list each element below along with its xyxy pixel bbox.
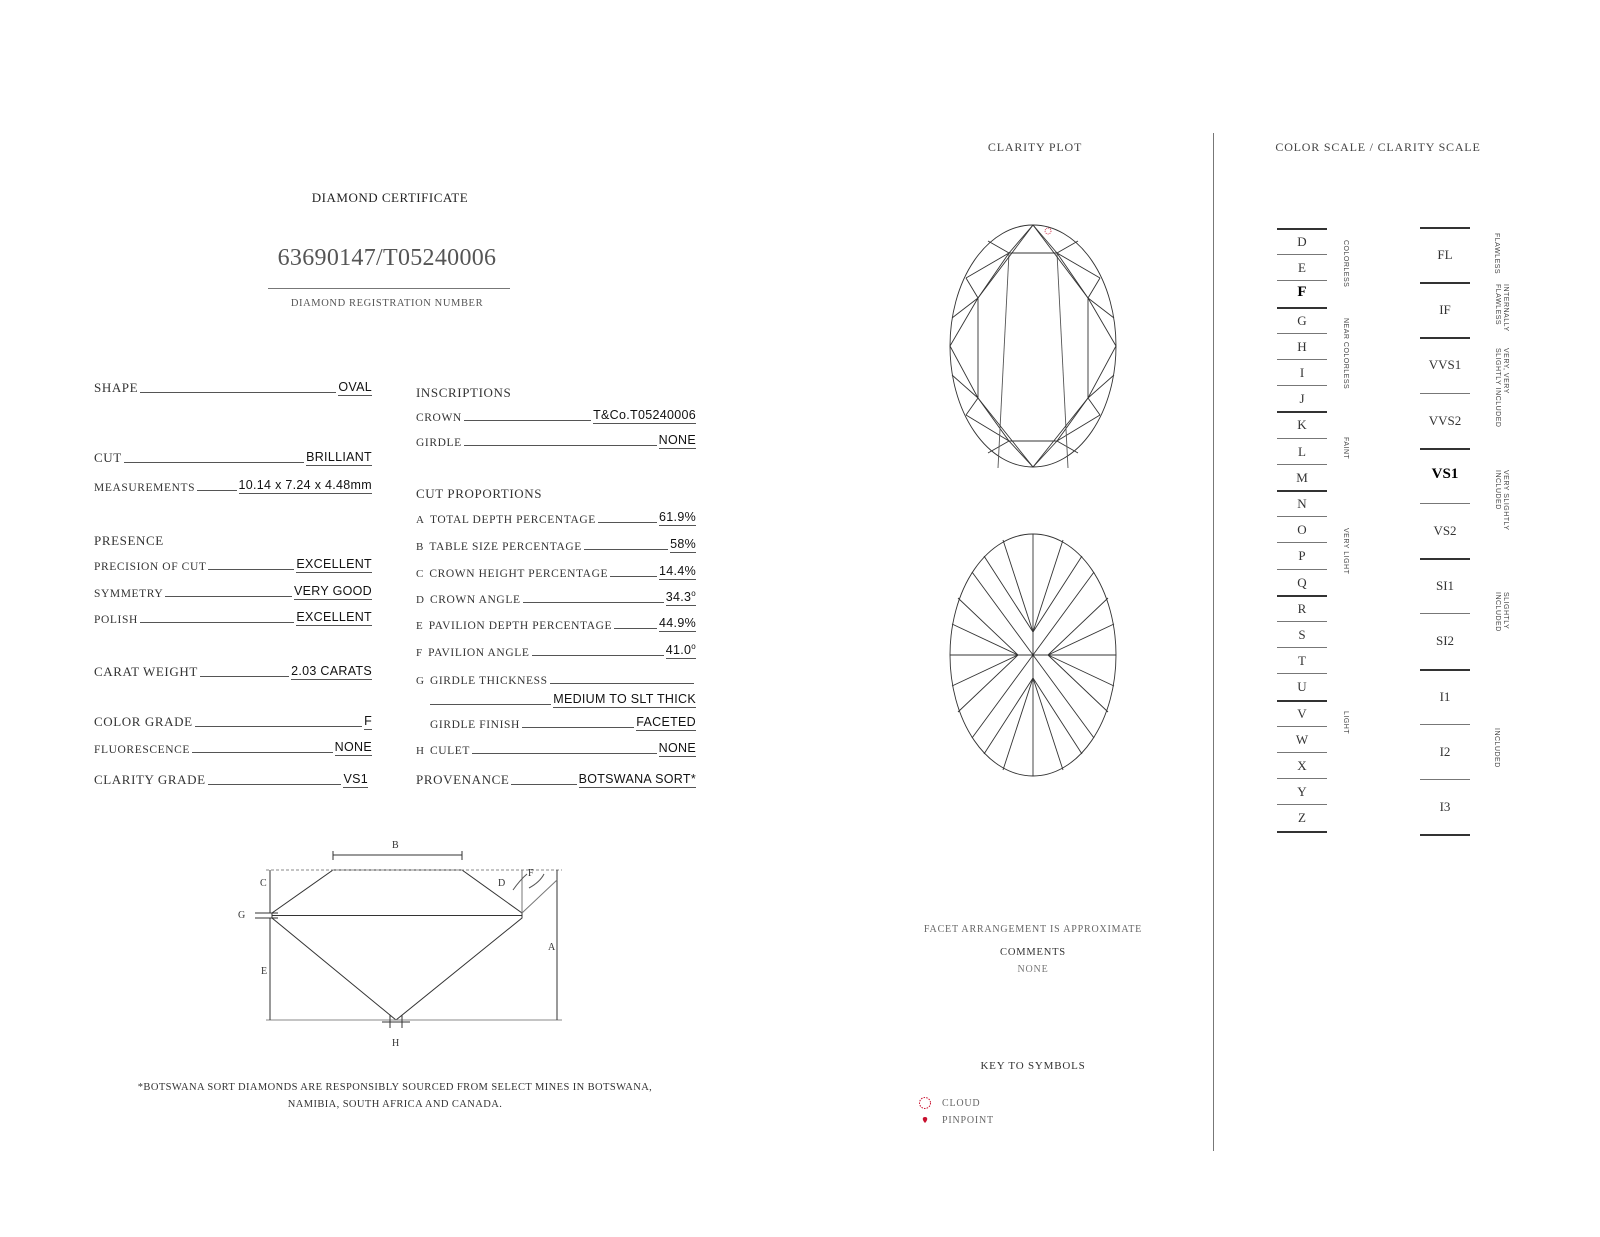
- crown-inscription-value: T&Co.T05240006: [593, 408, 696, 422]
- color-group-near-colorless: NEAR COLORLESS: [1342, 318, 1349, 390]
- girdle-inscription-field: [416, 431, 696, 449]
- clarity-scale-rule: [1420, 282, 1470, 284]
- color-label: COLOR GRADE: [94, 714, 193, 729]
- cut-label: CUT: [94, 450, 122, 465]
- registration-number: 63690147/T05240006: [277, 245, 497, 271]
- table-size-letter: B: [416, 541, 424, 553]
- polish-label: POLISH: [94, 614, 138, 626]
- cut-value: BRILLIANT: [306, 450, 372, 464]
- shape-field: [94, 378, 372, 396]
- color-grade-d: D: [1297, 234, 1307, 249]
- color-scale-rule: [1277, 333, 1327, 334]
- pavilion-depth-field: [416, 614, 696, 632]
- provenance-field: [416, 770, 696, 788]
- pavilion-depth-value: 44.9%: [659, 616, 696, 630]
- clarity-scale-rule: [1420, 227, 1470, 229]
- fluorescence-label: FLUORESCENCE: [94, 744, 191, 756]
- color-scale-rule: [1277, 778, 1327, 779]
- color-scale-rule: [1277, 542, 1327, 543]
- pavilion-angle-letter: F: [416, 647, 423, 659]
- degree-symbol: o: [691, 588, 696, 598]
- total-depth-field: [416, 508, 696, 526]
- clarity-grade-vs1: VS1: [1431, 465, 1459, 482]
- clarity-scale-rule: [1420, 558, 1470, 560]
- color-scale-rule: [1277, 726, 1327, 727]
- color-group-light: LIGHT: [1342, 711, 1349, 735]
- color-group-very-light: VERY LIGHT: [1342, 528, 1349, 575]
- color-scale-rule: [1277, 359, 1327, 360]
- clarity-scale-rule: [1420, 724, 1470, 725]
- diamond-profile: [272, 870, 522, 1020]
- key-to-symbols-title: KEY TO SYMBOLS: [980, 1060, 1086, 1072]
- crown-inscription-field: [416, 406, 696, 424]
- cut-proportions-heading: CUT PROPORTIONS: [416, 486, 543, 501]
- color-grade-w: W: [1295, 731, 1309, 747]
- color-grade-n: N: [1297, 496, 1307, 511]
- color-scale-rule: [1277, 438, 1327, 439]
- color-grade-h: H: [1297, 338, 1307, 354]
- total-depth-label: TOTAL DEPTH PERCENTAGE: [429, 514, 596, 526]
- culet-letter: H: [416, 745, 424, 757]
- fluorescence-field: [94, 738, 372, 756]
- girdle-finish-value: FACETED: [636, 715, 696, 729]
- crown-height-letter: C: [416, 568, 424, 580]
- polish-value: EXCELLENT: [296, 610, 372, 624]
- color-grade-l: L: [1298, 443, 1306, 459]
- crown-angle-label: CROWN ANGLE: [429, 594, 521, 606]
- girdle-thickness-field: [416, 669, 696, 687]
- color-grade-f: F: [1297, 284, 1307, 301]
- color-scale-rule: [1277, 254, 1327, 255]
- measurements-value: 10.14 x 7.24 x 4.48mm: [238, 478, 372, 492]
- clarity-value: VS1: [343, 772, 368, 786]
- symmetry-value: VERY GOOD: [294, 584, 372, 598]
- clarity-scale-rule: [1420, 503, 1470, 504]
- girdle-thickness-letter: G: [416, 675, 424, 687]
- crown-height-label: CROWN HEIGHT PERCENTAGE: [429, 568, 609, 580]
- culet-label: CULET: [429, 745, 471, 757]
- girdle-thickness-value: MEDIUM TO SLT THICK: [553, 692, 696, 706]
- clarity-group-flawless: FLAWLESS: [1493, 233, 1500, 275]
- color-grade-y: Y: [1297, 784, 1307, 800]
- legend-pinpoint-label: PINPOINT: [942, 1114, 994, 1126]
- provenance-value: BOTSWANA SORT*: [578, 772, 696, 786]
- color-grade-q: Q: [1297, 574, 1307, 590]
- color-scale-rule: [1277, 228, 1327, 230]
- crown-view-diagram: [948, 223, 1118, 473]
- clarity-scale-rule: [1420, 779, 1470, 780]
- crown-inscription-label: CROWN: [416, 412, 462, 424]
- clarity-scale-rule: [1420, 393, 1470, 394]
- color-scale-rule: [1277, 385, 1327, 386]
- precision-field: [94, 555, 372, 573]
- presence-heading: PRESENCE: [94, 533, 164, 548]
- diagram-letter-d: D: [498, 878, 506, 889]
- color-scale-rule: [1277, 516, 1327, 517]
- color-grade-i: I: [1299, 365, 1305, 380]
- table-size-value: 58%: [670, 537, 696, 551]
- legend-cloud: [918, 1096, 980, 1110]
- diagram-letter-c: C: [260, 878, 267, 889]
- clarity-grade-i3: I3: [1439, 799, 1451, 814]
- color-scale-rule: [1277, 280, 1327, 281]
- legend-pinpoint: [918, 1113, 994, 1127]
- color-field: [94, 712, 372, 730]
- diagram-letter-f: F: [528, 868, 534, 879]
- color-grade-p: P: [1298, 548, 1306, 564]
- registration-label: DIAMOND REGISTRATION NUMBER: [290, 298, 484, 309]
- diagram-letter-g: G: [238, 910, 246, 921]
- polish-field: [94, 608, 372, 626]
- symmetry-field: [94, 582, 372, 600]
- carat-label: CARAT WEIGHT: [94, 664, 198, 679]
- cloud-marker: [1045, 228, 1051, 234]
- clarity-scale-rule: [1420, 337, 1470, 339]
- total-depth-letter: A: [416, 514, 424, 526]
- pavilion-depth-letter: E: [416, 620, 423, 632]
- color-grade-o: O: [1297, 522, 1307, 538]
- clarity-group-internally-flawless: INTERNALLY FLAWLESS: [1494, 284, 1509, 332]
- color-scale-rule: [1277, 673, 1327, 674]
- symmetry-label: SYMMETRY: [94, 588, 164, 600]
- color-grade-z: Z: [1298, 810, 1306, 826]
- crown-height-field: [416, 562, 696, 580]
- color-scale-rule: [1277, 490, 1327, 492]
- provenance-label: PROVENANCE: [416, 772, 510, 787]
- pavilion-depth-label: PAVILION DEPTH PERCENTAGE: [428, 620, 613, 632]
- precision-label: PRECISION OF CUT: [94, 561, 207, 573]
- girdle-finish-field: [430, 713, 696, 731]
- girdle-thickness-value-row: [430, 690, 696, 708]
- clarity-group-si: SLIGHTLY INCLUDED: [1494, 592, 1509, 632]
- culet-value: NONE: [658, 741, 696, 755]
- clarity-grade-si2: SI2: [1435, 633, 1455, 649]
- fluorescence-value: NONE: [334, 740, 372, 754]
- color-group-colorless: COLORLESS: [1342, 240, 1349, 288]
- color-grade-m: M: [1296, 469, 1308, 485]
- color-grade-j: J: [1299, 391, 1305, 407]
- color-scale-rule: [1277, 595, 1327, 597]
- measurements-label: MEASUREMENTS: [94, 482, 196, 494]
- clarity-plot-title: CLARITY PLOT: [987, 140, 1083, 154]
- color-grade-x: X: [1297, 758, 1307, 773]
- color-scale-rule: [1277, 464, 1327, 465]
- table-size-label: TABLE SIZE PERCENTAGE: [429, 541, 582, 553]
- girdle-thickness-label: GIRDLE THICKNESS: [429, 675, 548, 687]
- precision-value: EXCELLENT: [296, 557, 372, 571]
- crown-angle-value: 34.3$^o$: [665, 588, 696, 604]
- clarity-grade-vs2: VS2: [1433, 523, 1457, 538]
- cut-field: [94, 448, 372, 466]
- clarity-scale-rule: [1420, 448, 1470, 450]
- clarity-scale-rule: [1420, 669, 1470, 671]
- measurements-field: [94, 476, 372, 494]
- pavilion-view-diagram: [948, 532, 1118, 782]
- color-scale-rule: [1277, 569, 1327, 570]
- certificate-title: DIAMOND CERTIFICATE: [311, 190, 469, 205]
- color-scale-rule: [1277, 752, 1327, 753]
- clarity-grade-i2: I2: [1439, 743, 1451, 759]
- page-divider: [1213, 133, 1214, 1151]
- color-grade-g: G: [1297, 312, 1307, 328]
- pavilion-angle-label: PAVILION ANGLE: [428, 647, 530, 659]
- color-grade-u: U: [1297, 679, 1307, 695]
- table-size-field: [416, 535, 696, 553]
- color-grade-e: E: [1298, 260, 1306, 276]
- pavilion-angle-value: 41.0$^o$: [665, 641, 696, 657]
- scales-title: COLOR SCALE / CLARITY SCALE: [1275, 140, 1481, 154]
- clarity-grade-vvs2: VVS2: [1428, 412, 1462, 428]
- clarity-grade-i1: I1: [1439, 688, 1451, 704]
- clarity-scale-rule: [1420, 613, 1470, 614]
- clarity-scale-rule: [1420, 834, 1470, 836]
- total-depth-value: 61.9%: [659, 510, 696, 524]
- legend-cloud-label: CLOUD: [942, 1097, 981, 1109]
- pinpoint-icon: [918, 1113, 932, 1127]
- shape-label: SHAPE: [94, 380, 139, 395]
- color-scale-rule: [1277, 831, 1327, 833]
- color-grade-r: R: [1297, 600, 1307, 616]
- comments-label: COMMENTS: [1000, 947, 1066, 958]
- clarity-grade-fl: FL: [1437, 247, 1453, 262]
- girdle-finish-label: GIRDLE FINISH: [430, 719, 520, 731]
- diagram-letter-a: A: [548, 942, 556, 953]
- color-grade-v: V: [1297, 705, 1307, 721]
- diagram-letter-h: H: [392, 1038, 400, 1049]
- carat-field: [94, 662, 372, 680]
- proportions-diagram: [230, 838, 590, 1053]
- color-grade-k: K: [1297, 417, 1307, 433]
- culet-field: [416, 739, 696, 757]
- color-grade-s: S: [1298, 627, 1306, 642]
- color-scale-rule: [1277, 621, 1327, 622]
- clarity-label: CLARITY GRADE: [94, 772, 206, 787]
- color-grade-t: T: [1298, 653, 1306, 669]
- diagram-letter-e: E: [261, 966, 268, 977]
- crown-height-value: 14.4%: [659, 564, 696, 578]
- carat-value: 2.03 CARATS: [291, 664, 372, 678]
- color-group-faint: FAINT: [1342, 437, 1349, 460]
- diagram-letter-b: B: [392, 840, 399, 851]
- inscriptions-heading: INSCRIPTIONS: [416, 385, 512, 400]
- cloud-icon: [918, 1096, 932, 1110]
- clarity-group-vvs: VERY, VERY SLIGHTLY INCLUDED: [1494, 348, 1509, 428]
- facet-note: FACET ARRANGEMENT IS APPROXIMATE: [923, 924, 1143, 935]
- clarity-grade-si1: SI1: [1435, 578, 1455, 594]
- color-scale-rule: [1277, 647, 1327, 648]
- pavilion-angle-field: [416, 641, 696, 659]
- color-scale-rule: [1277, 700, 1327, 702]
- comments-value: NONE: [1017, 964, 1049, 975]
- girdle-inscription-label: GIRDLE: [416, 437, 462, 449]
- clarity-group-included: INCLUDED: [1493, 728, 1500, 768]
- color-scale-rule: [1277, 411, 1327, 413]
- registration-rule: [268, 288, 510, 289]
- degree-symbol: o: [691, 641, 696, 651]
- crown-angle-field: [416, 588, 696, 606]
- crown-angle-letter: D: [416, 594, 424, 606]
- color-value: F: [364, 714, 372, 728]
- footnote-line-1: *BOTSWANA SORT DIAMONDS ARE RESPONSIBLY SOURCED FROM SELECT MINES IN BOTSWANA,: [137, 1082, 653, 1093]
- footnote-line-2: NAMIBIA, SOUTH AFRICA AND CANADA.: [287, 1099, 503, 1110]
- shape-value: OVAL: [338, 380, 372, 394]
- color-scale-rule: [1277, 804, 1327, 805]
- clarity-grade-if: IF: [1439, 302, 1451, 318]
- clarity-group-vs: VERY SLIGHTLY INCLUDED: [1494, 470, 1509, 531]
- girdle-inscription-value: NONE: [658, 433, 696, 447]
- clarity-grade-vvs1: VVS1: [1428, 357, 1462, 373]
- color-scale-rule: [1277, 307, 1327, 309]
- clarity-field: [94, 770, 368, 788]
